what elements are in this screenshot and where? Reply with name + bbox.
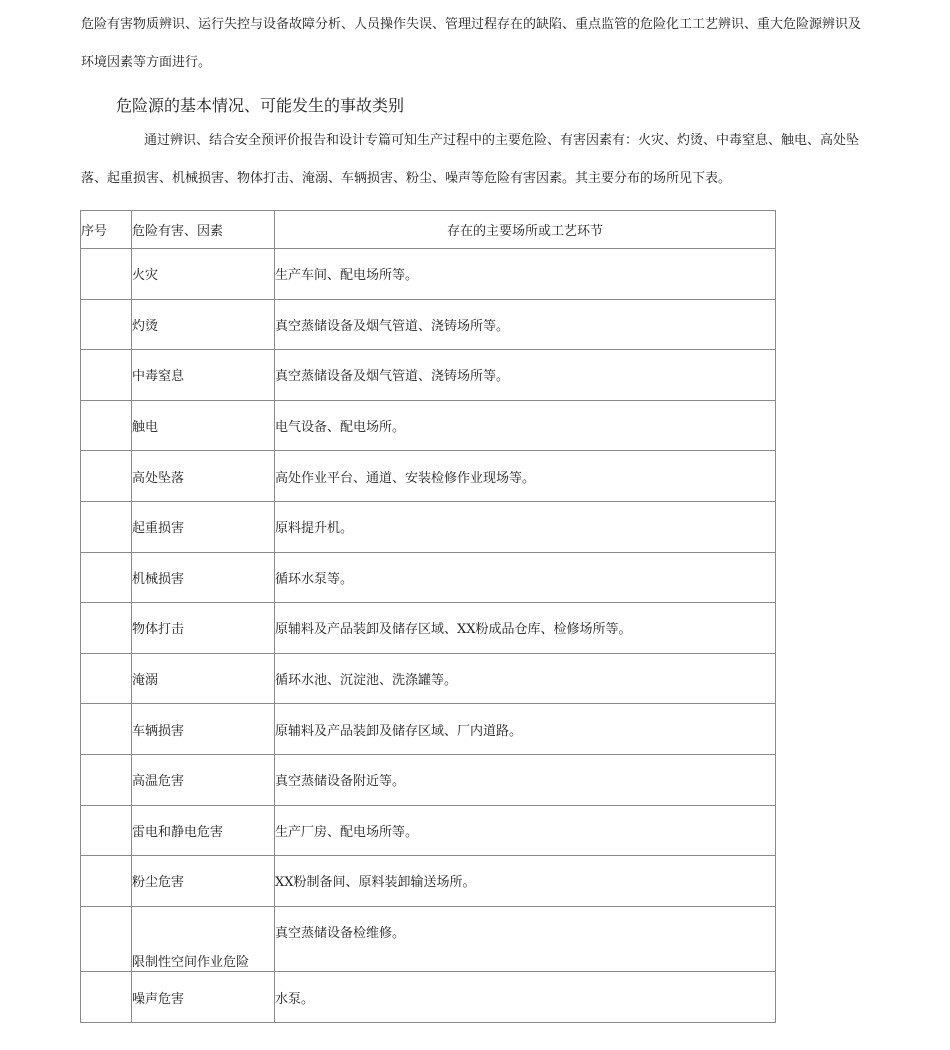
table-row xyxy=(81,501,776,552)
row-no xyxy=(81,400,132,451)
row-factor: 噪声危害 xyxy=(132,972,275,1023)
row-location: 循环水池、沉淀池、洗涤罐等。 xyxy=(275,653,776,704)
row-no xyxy=(81,603,132,654)
header-factor: 危险有害、因素 xyxy=(132,211,275,249)
table-row xyxy=(81,451,776,502)
row-factor: 车辆损害 xyxy=(132,704,275,755)
row-no xyxy=(81,906,132,972)
row-no xyxy=(81,754,132,805)
hazard-distribution-table xyxy=(80,210,776,1023)
row-location: 水泵。 xyxy=(275,972,776,1023)
section-heading: 危险源的基本情况、可能发生的事故类别 xyxy=(116,96,405,115)
row-location: 真空蒸储设备检维修。 xyxy=(275,906,776,972)
table-row xyxy=(81,299,776,350)
row-no xyxy=(81,299,132,350)
row-factor: 粉尘危害 xyxy=(132,856,275,907)
row-location: 真空蒸储设备及烟气管道、浇铸场所等。 xyxy=(275,299,776,350)
row-no xyxy=(81,552,132,603)
row-factor: 起重损害 xyxy=(132,501,275,552)
summary-paragraph: 通过辨识、结合安全预评价报告和设计专篇可知生产过程中的主要危险、有害因素有：火灾、灼烫、中毒窒息、触电、高处坠落、起重损害、机械损害、物体打击、淹溺、车辆损害、粉尘、噪声等危险有害因素。其主要分布的场所见下表。 xyxy=(81,133,860,186)
row-no xyxy=(81,653,132,704)
row-location: 原辅料及产品装卸及储存区域、厂内道路。 xyxy=(275,704,776,755)
row-location: XX粉制备间、原料装卸输送场所。 xyxy=(275,856,776,907)
row-no xyxy=(81,249,132,300)
table-row xyxy=(81,653,776,704)
row-location: 原辅料及产品装卸及储存区域、XX粉成品仓库、检修场所等。 xyxy=(275,603,776,654)
row-factor: 触电 xyxy=(132,400,275,451)
row-location: 生产车间、配电场所等。 xyxy=(275,249,776,300)
row-factor: 淹溺 xyxy=(132,653,275,704)
table-header-row xyxy=(81,211,776,249)
table-row xyxy=(81,249,776,300)
table-row xyxy=(81,805,776,856)
table-row xyxy=(81,856,776,907)
table-row xyxy=(81,603,776,654)
row-factor: 限制性空间作业危险 xyxy=(132,906,275,972)
row-no xyxy=(81,805,132,856)
row-location: 真空蒸储设备附近等。 xyxy=(275,754,776,805)
intro-paragraph: 危险有害物质辨识、运行失控与设备故障分析、人员操作失误、管理过程存在的缺陷、重点监管的危险化工工艺辨识、重大危险源辨识及环境因素等方面进行。 xyxy=(81,17,862,70)
table-row xyxy=(81,906,776,972)
row-factor: 中毒窒息 xyxy=(132,350,275,401)
row-factor: 高温危害 xyxy=(132,754,275,805)
row-no xyxy=(81,451,132,502)
row-no xyxy=(81,350,132,401)
row-no xyxy=(81,501,132,552)
row-no xyxy=(81,704,132,755)
row-factor: 高处坠落 xyxy=(132,451,275,502)
row-location: 原料提升机。 xyxy=(275,501,776,552)
table-row xyxy=(81,972,776,1023)
row-location: 生产厂房、配电场所等。 xyxy=(275,805,776,856)
row-factor: 机械损害 xyxy=(132,552,275,603)
header-no: 序号 xyxy=(81,211,132,249)
row-factor: 火灾 xyxy=(132,249,275,300)
row-location: 高处作业平台、通道、安装检修作业现场等。 xyxy=(275,451,776,502)
table-row xyxy=(81,400,776,451)
row-location: 电气设备、配电场所。 xyxy=(275,400,776,451)
table-row xyxy=(81,552,776,603)
row-location: 循环水泵等。 xyxy=(275,552,776,603)
row-no xyxy=(81,972,132,1023)
table-row xyxy=(81,350,776,401)
row-no xyxy=(81,856,132,907)
row-factor: 物体打击 xyxy=(132,603,275,654)
row-location: 真空蒸储设备及烟气管道、浇铸场所等。 xyxy=(275,350,776,401)
row-factor: 雷电和静电危害 xyxy=(132,805,275,856)
row-factor: 灼烫 xyxy=(132,299,275,350)
table-row xyxy=(81,704,776,755)
table-row xyxy=(81,754,776,805)
header-location: 存在的主要场所或工艺环节 xyxy=(275,211,776,249)
